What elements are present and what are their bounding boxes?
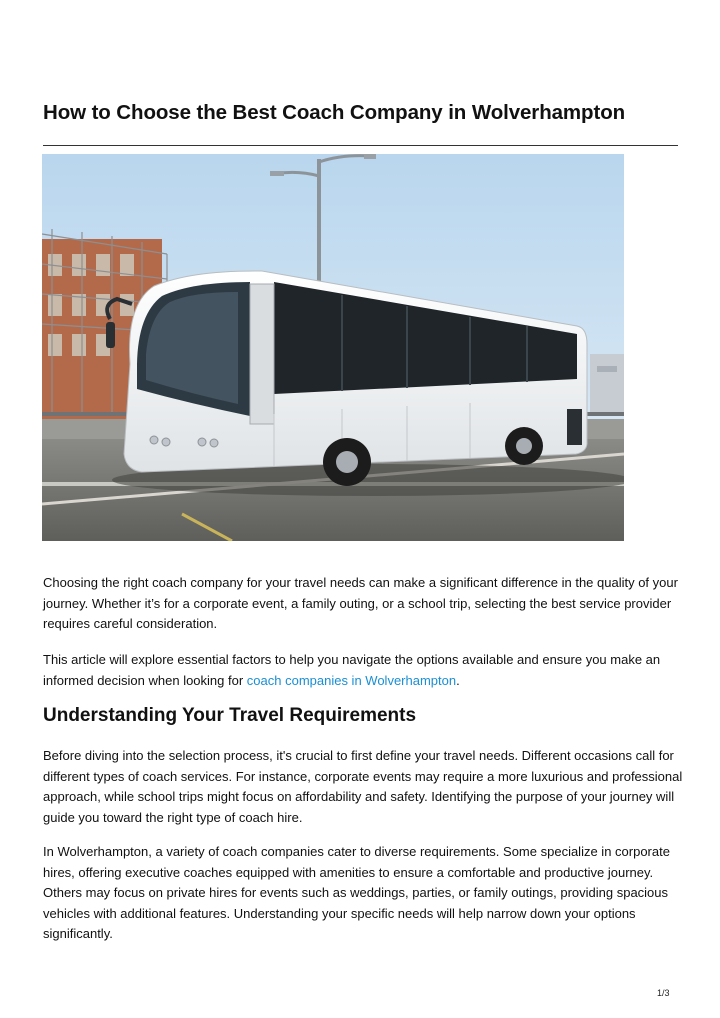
section-heading: Understanding Your Travel Requirements [43,705,417,726]
intro-paragraph-2-end: . [456,672,460,688]
intro-paragraph-2-text: This article will explore essential factors to help you navigate the options available and ensure you make an informed decision when looking for [43,652,661,688]
intro-paragraph-2 [43,650,683,691]
page-number: 1/3 [657,988,670,998]
page-title: How to Choose the Best Coach Company in Wolverhampton [43,101,626,124]
section-paragraph-1: Before diving into the selection process, it's crucial to first define your travel needs. Different occasions call for different types of coach services. For instance, corporate events may require a more luxurious and professional approach, while school trips might focus on affordability and safety. Identifying the purpose of your journey will guide you toward the right type of coach hire. [43,748,683,825]
section-paragraph-2: In Wolverhampton, a variety of coach companies cater to diverse requirements. Some specialize in corporate hires, offering executive coaches equipped with amenities to ensure a comfortable and productive journey. Others may focus on private hires for events such as weddings, parties, or family outings, providing spacious vehicles with additional features. Understanding your specific needs will help narrow down your options significantly. [43,844,670,942]
coach-bus-image [42,154,624,541]
intro-paragraph-1: Choosing the right coach company for your travel needs can make a significant difference in the quality of your journey. Whether it’s for a corporate event, a family outing, or a school trip, selecting the best service provider requires careful consideration. [43,575,678,632]
coach-companies-link[interactable]: coach companies in Wolverhampton [246,672,457,688]
title-divider [43,145,678,146]
